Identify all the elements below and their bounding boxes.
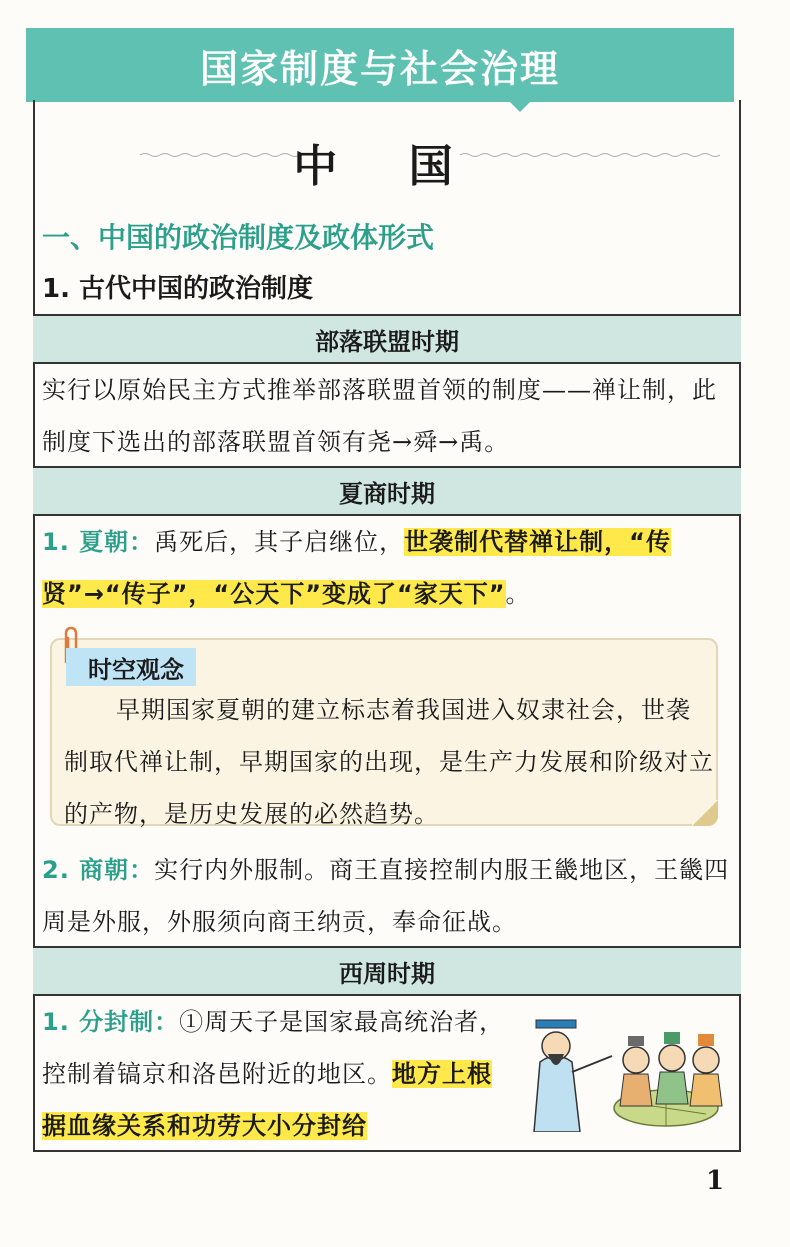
xia-label: 1. 夏朝： xyxy=(42,528,155,556)
page-number: 1 xyxy=(706,1166,725,1196)
xia-highlight: 世袭制代替禅让制，“传贤”→“传子”，“公天下”变成了“家天下” xyxy=(42,528,671,608)
period-band-xia-shang xyxy=(33,466,741,516)
period-label: 夏商时期 xyxy=(339,479,435,508)
chapter-title: 中 国 xyxy=(293,141,481,192)
period-band-western-zhou xyxy=(33,946,741,996)
chapter-heading xyxy=(33,130,741,194)
zhou-label: 1. 分封制： xyxy=(42,1008,180,1036)
king-enfeoffment-illustration xyxy=(526,1002,730,1132)
header-title: 国家制度与社会治理 xyxy=(199,46,560,91)
shang-label: 2. 商朝： xyxy=(42,856,155,884)
xia-paragraph xyxy=(42,516,732,620)
tribal-paragraph: 实行以原始民主方式推举部落联盟首领的制度——禅让制，此制度下选出的部落联盟首领有尧→舜→禹。 xyxy=(42,376,717,456)
shang-paragraph xyxy=(42,844,732,948)
period-band-tribal xyxy=(33,314,741,364)
period-label: 部落联盟时期 xyxy=(315,327,459,356)
period-label: 西周时期 xyxy=(339,959,435,988)
zhou-text: ①周天子是国家最高统治者，控制着镐京和洛邑附近的地区。 xyxy=(42,1008,505,1088)
section-title: 一、中国的政治制度及政体形式 xyxy=(42,221,435,254)
zhou-paragraph xyxy=(42,996,512,1152)
subsection-title: 1. 古代中国的政治制度 xyxy=(42,274,314,304)
xia-end: 。 xyxy=(505,580,531,608)
shang-text: 实行内外服制。商王直接控制内服王畿地区，王畿四周是外服，外服须向商王纳贡，奉命征战。 xyxy=(42,856,730,936)
note-tag: 时空观念 xyxy=(66,648,196,686)
zhou-highlight: 地方上根据血缘关系和功劳大小分封给 xyxy=(42,1060,492,1140)
page-header xyxy=(26,28,734,102)
xia-text: 禹死后，其子启继位， xyxy=(154,528,405,556)
note-text: 早期国家夏朝的建立标志着我国进入奴隶社会，世袭制取代禅让制，早期国家的出现，是生产力发展和阶级对立的产物，是历史发展的必然趋势。 xyxy=(64,696,714,828)
